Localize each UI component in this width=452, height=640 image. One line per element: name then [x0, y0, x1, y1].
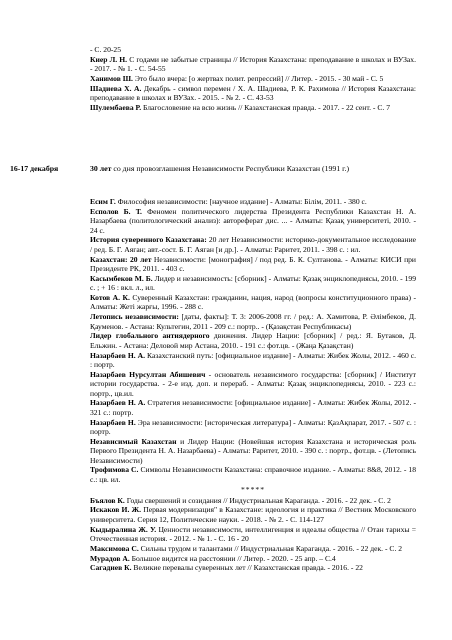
- entry-author: Касымбеков М. Б.: [90, 273, 153, 283]
- list-item: [90, 465, 416, 484]
- entry-text: Благословение на всю жизнь // Казахстанская правда. - 2017. - 22 сент. - С. 7: [141, 103, 390, 112]
- list-item: [90, 398, 416, 417]
- book-list: [90, 197, 416, 484]
- main-bibliography: [90, 197, 416, 573]
- list-item: [90, 207, 416, 235]
- entry-text: Стратегия независимости: [официальное издание] - Алматы: Жибек Жолы, 2012. - 321 с.: портр.: [90, 398, 416, 417]
- list-item: [90, 103, 416, 112]
- entry-text: Феномен политического лидерства Президента Республики Казахстан Н. А. Назарбаева (политологический анализ): автореферат дис. ... - Алматы: Қазақ университеті, 2010. - 24 с.: [90, 206, 416, 235]
- entry-author: Казахстан: 20 лет: [90, 254, 152, 264]
- list-item: [90, 437, 416, 465]
- entry-author: История суверенного Казахстана:: [90, 235, 207, 245]
- list-item: [90, 554, 416, 563]
- entry-text: Декабрь - символ перемен / Х. А. Шадиева, Р. К. Рахимова // История Казахстана: преподавание в школах и ВУЗах. - 2015. - № 2. - С. 43-53: [90, 83, 416, 103]
- entry-text: Независимости: [монография] / под ред. Б. К. Султанова. - Алматы: КИСИ при Президенте РК, 2011. - 403 с.: [90, 254, 416, 274]
- entry-text: Большое видится на расстоянии // Литер. - 2020. - 25 апр. – С.4: [129, 553, 336, 563]
- list-item: [90, 351, 416, 370]
- list-item: [90, 235, 416, 254]
- entry-text: Эра независимости: [историческая литература] - Алматы: ҚазАқпарат, 2017. - 507 с. : портр.: [90, 417, 417, 437]
- entry-author: Котов А. К.: [90, 293, 130, 303]
- list-item: [90, 274, 416, 293]
- entry-author: Есим Г.: [90, 197, 116, 206]
- entry-text: Ценности независимости, интеллигенция и идеалы общества // Отан тарихы = Отечественная история. - 2012. - № 1. - С. 16 - 20: [90, 524, 416, 544]
- entry-text: Философия независимости: [научное издание] - Алматы: Білім, 2011. - 380 с.: [115, 197, 367, 206]
- entry-author: Бъялов К.: [90, 495, 125, 505]
- entry-author: Искаков И. Ж.: [90, 505, 141, 515]
- list-item: [90, 293, 416, 312]
- article-list: [90, 496, 416, 573]
- entry-text: Сильны трудом и талантами // Индустриальная Караганда. - 2016. - 22 дек. - С. 2: [138, 543, 403, 553]
- entry-author: Шулембаева Р.: [90, 103, 142, 112]
- entry-author: Назарбаев Н. А.: [90, 398, 146, 408]
- list-item: [90, 370, 416, 398]
- list-item: [90, 74, 416, 83]
- list-item: [90, 45, 416, 54]
- section-anniversary: 30 лет: [90, 164, 112, 173]
- entry-text: Годы свершений и созидания // Индустриальная Караганда. - 2016. - 22 дек. - С. 2: [124, 495, 391, 505]
- entry-text: и Лидер Нации: (Новейшая история Казахстана и историческая роль Первого Президента Н. А. Назарбаева) - Алматы: Раритет, 2010. - 390 с. : портр., фот.цв. - (Летопись Независимости): [90, 436, 417, 465]
- list-item: [90, 84, 416, 103]
- entry-author: Ханимов Ш.: [90, 74, 133, 83]
- entry-text: Лидер и независимость: [сборник] - Алматы: Қазақ энциклопедиясы, 2010. - 199 с. ; + 16 : вкл. л., ил.: [90, 273, 416, 293]
- list-item: [90, 496, 416, 505]
- entry-text: Символы Независимости Казахстана: справочное издание. - Алматы: 8&8, 2012. - 18 с.: цв. ил.: [90, 465, 416, 484]
- entry-text: - С. 20-25: [90, 45, 122, 54]
- entry-text: Первая модернизация" в Казахстане: идеология и практика // Вестник Московского университета. Серия 12, Политические науки. - 2018. - № 2. - С. 114-127: [90, 505, 417, 524]
- entry-text: - основатель независимого государства: [сборник] / Институт истории государства. - 2-е изд. доп. и перераб. - Алматы: Қазақ энциклопедиясы, 2010. - 223 с.: портр., цв.ил.: [90, 369, 416, 398]
- entry-author: Киер Л. Н.: [90, 54, 128, 64]
- list-item: [90, 505, 416, 524]
- list-item: [90, 312, 416, 331]
- entry-author: Сагадиев К.: [90, 563, 132, 573]
- entry-author: Лидер глобального антиядерного: [90, 331, 210, 341]
- list-item: [90, 544, 416, 553]
- list-item: [90, 418, 416, 437]
- entry-text: Это было вчера: [о жертвах полит. репрессий] // Литер. - 2015. - 30 май - С. 5: [132, 74, 384, 83]
- entry-author: Трофимова С.: [90, 465, 139, 475]
- entry-author: Независимый Казахстан: [90, 436, 177, 446]
- entry-author: Назарбаев Н.: [90, 417, 136, 427]
- entry-text: Великие перевалы суверенных лет // Казахстанская правда. - 2016. - 22: [131, 563, 363, 573]
- entry-author: Есполов Б. Т.: [90, 206, 142, 216]
- entry-author: Назарбаев Нурсултан Абишевич: [90, 369, 206, 379]
- entry-text: [даты, факты]: Т. 3: 2006-2008 гг. / ред.: А. Хамитова, Р. Әлімбеков, Д. Қауменов. - Астана: Культегин, 2011 - 209 с.: портр.. - (Қазақстан Республикасы): [90, 312, 416, 331]
- entry-text: Казахстанский путь: [официальное издание] - Алматы: Жибек Жолы, 2012. - 460 с. : портр.: [90, 350, 416, 370]
- section-heading: [10, 164, 416, 174]
- entry-text: С годами не забытые страницы // История Казахстана: преподавание в школах и ВУЗах. - 2017. - № 1. - С. 54-55: [90, 54, 416, 74]
- list-item: [90, 197, 416, 206]
- entry-text: 20 лет Независимости: историко-документальное исследование / ред. Б. Г. Аяган; авт.-сост. Б. Г. Аяган [и др.]. - Алматы: Раритет, 2011. - 398 с. : ил.: [90, 235, 416, 254]
- section-separator: *****: [241, 485, 265, 495]
- list-item: [90, 55, 416, 74]
- entry-text: Суверенный Казахстан: гражданин, нация, народ (вопросы конституционного права) - Алматы: Жеті жарғы, 1996. - 288 с.: [90, 293, 416, 312]
- entry-author: Мурадов А.: [90, 553, 130, 563]
- section-title: со дня провозглашения Независимости Республики Казахстан (1991 г.): [111, 164, 350, 173]
- entry-author: Шадиева Х. А.: [90, 83, 142, 93]
- entry-author: Максимова С.: [90, 543, 139, 553]
- entry-author: Назарбаев Н. А.: [90, 350, 145, 360]
- list-item: [90, 255, 416, 274]
- top-bibliography-list: [90, 45, 416, 113]
- list-item: [90, 563, 416, 572]
- entry-text: движения. Лидер Нации: [сборник] / ред.: Я. Бутаков, Д. Ельжин. - Астана: Деловой мир Астана, 2010. - 191 с.: фот.цв. - (Жаңа Қазақстан): [90, 331, 416, 350]
- section-date: 16-17 декабря: [10, 164, 59, 173]
- entry-author: Кыдыралина Ж. У.: [90, 524, 157, 534]
- list-item: [90, 525, 416, 544]
- entry-author: Летопись независимости:: [90, 312, 179, 322]
- list-item: [90, 331, 416, 350]
